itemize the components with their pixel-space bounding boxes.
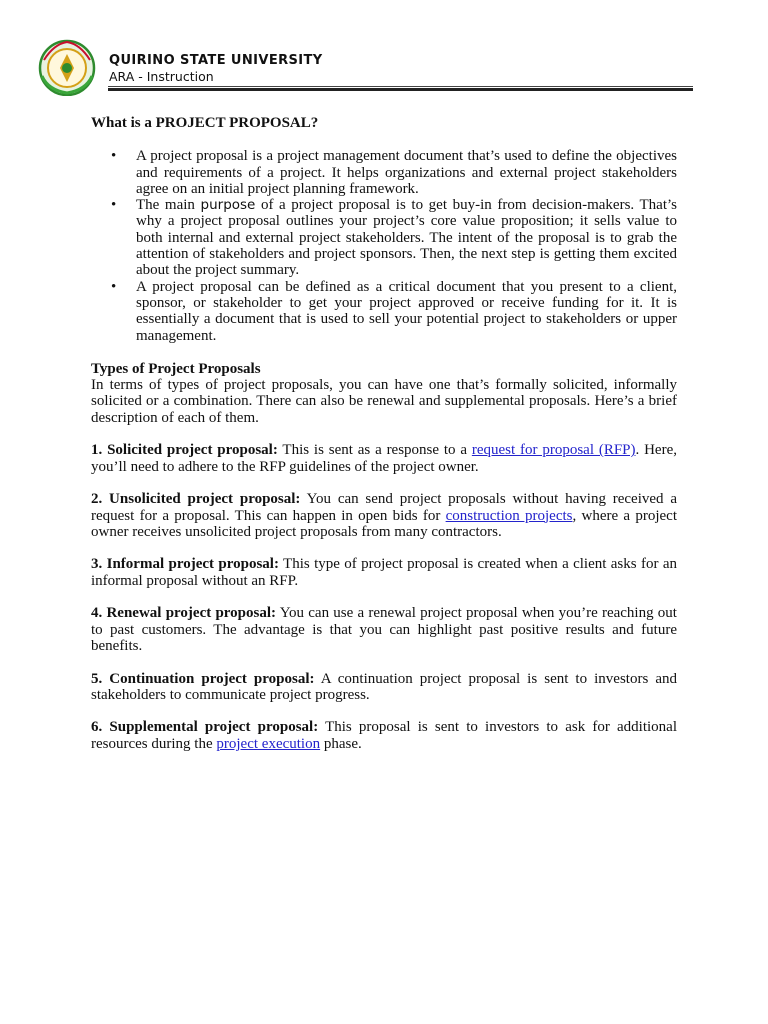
bullet-icon: •	[111, 278, 117, 295]
project-execution-link[interactable]: project execution	[216, 735, 321, 752]
section-intro: In terms of types of project proposals, you can have one that’s formally solicited, informally solicited or a combination. There can also be renewal and supplemental proposals. Here’s a brief description of each of them.	[91, 377, 677, 426]
purpose-word: purpose	[200, 197, 256, 214]
proposal-type-supplemental: 6. Supplemental project proposal: This proposal is sent to investors to ask for additional resources during the project execution phase.	[91, 719, 677, 752]
bullet-icon: •	[111, 148, 117, 165]
document-header	[32, 36, 694, 96]
header-rule-thick	[108, 88, 693, 91]
department-label: ARA - Instruction	[109, 69, 214, 84]
section-heading: Types of Project Proposals	[91, 360, 261, 377]
proposal-type-renewal: 4. Renewal project proposal: You can use a renewal project proposal when you’re reaching out to past customers. The advantage is that you can highlight past positive results and future benefits.	[91, 605, 677, 654]
proposal-type-solicited: 1. Solicited project proposal: This is sent as a response to a request for proposal (RFP). Here, you’ll need to adhere to the RFP guidelines of the project owner.	[91, 442, 677, 475]
university-seal-logo	[34, 38, 100, 96]
list-item: • The main purpose of a project proposal is to get buy-in from decision-makers. That’s why a project proposal outlines your project’s core value proposition; it sells value to both internal and external project stakeholders. The intent of the proposal is to grab the attention of stakeholders and project sponsors. Then, the next step is getting them excited about the project summary.	[111, 197, 677, 279]
rfp-link[interactable]: request for proposal (RFP)	[471, 442, 636, 459]
document-title: What is a PROJECT PROPOSAL?	[91, 115, 319, 131]
definition-list	[91, 148, 677, 344]
list-item: • A project proposal can be defined as a critical document that you present to a client, sponsor, or stakeholder to get your project approved or receive funding for it. It is essentially a document that is used to sell your potential project to stakeholders or upper management.	[111, 278, 677, 344]
proposal-type-informal: 3. Informal project proposal: This type of project proposal is created when a client asks for an informal proposal without an RFP.	[91, 556, 677, 589]
header-rule	[108, 86, 693, 87]
proposal-type-unsolicited: 2. Unsolicited project proposal: You can send project proposals without having received a request for a proposal. This can happen in open bids for construction projects, where a project owner receives unsolicited project proposals from many contractors.	[91, 491, 677, 540]
list-item: • A project proposal is a project management document that’s used to define the objectives and requirements of a project. It helps organizations and external project stakeholders agree on an initial project planning framework.	[111, 148, 677, 197]
construction-projects-link[interactable]: construction projects	[445, 507, 573, 524]
proposal-type-continuation: 5. Continuation project proposal: A continuation project proposal is sent to investors and stakeholders to communicate project progress.	[91, 670, 677, 703]
document-body	[91, 115, 677, 768]
university-name: QUIRINO STATE UNIVERSITY	[109, 53, 323, 68]
bullet-icon: •	[111, 197, 117, 214]
